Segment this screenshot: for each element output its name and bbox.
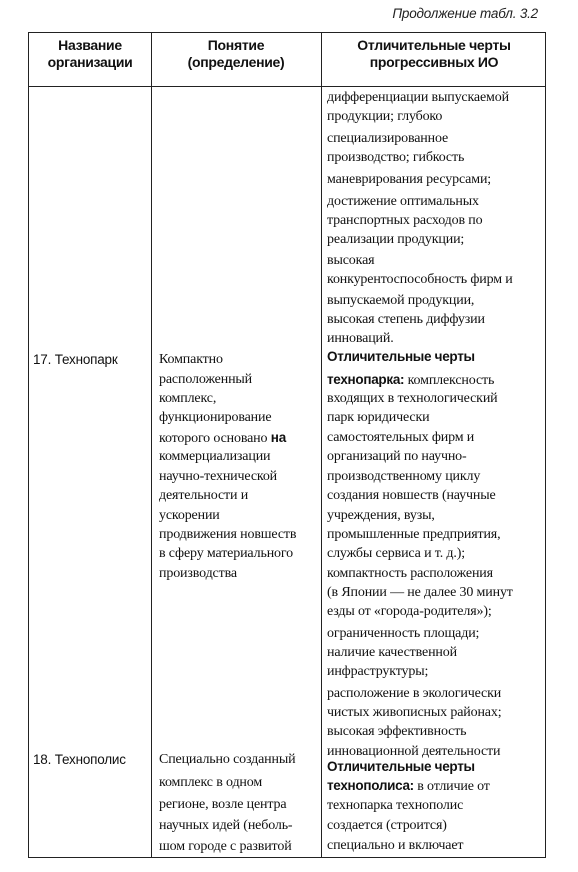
text-line: высокая эффективность <box>327 724 467 739</box>
text-line: маневрирования ресурсами; <box>327 172 492 187</box>
text-line: продукции; глубоко <box>327 109 443 124</box>
definition-line: ускорении <box>159 508 220 523</box>
text-line: инноваций. <box>327 331 394 346</box>
text-line: езды от «города-родителя»); <box>327 604 492 619</box>
header-features: Отличительные черты прогрессивных ИО <box>357 37 511 70</box>
text-line: создается (строится) <box>327 818 447 833</box>
text-line: наличие качественной <box>327 645 457 660</box>
text-line: организаций по научно- <box>327 449 467 464</box>
text-line: конкурентоспособность фирм и <box>327 272 513 287</box>
text-line: высокая <box>327 253 375 268</box>
definition-line: научно-технической <box>159 469 278 484</box>
text-line: инновационной деятельности <box>327 744 501 759</box>
definition-line: функционирование <box>159 410 272 425</box>
text-line: компактность расположения <box>327 566 493 581</box>
text-line: специализированное <box>327 131 449 146</box>
text-line: выпускаемой продукции, <box>327 293 475 308</box>
comparison-table <box>28 32 546 858</box>
definition-line: Компактно <box>159 352 223 367</box>
bold-word: на <box>270 430 287 445</box>
definition-line: научных идей (неболь- <box>159 818 293 833</box>
text-line: производственному циклу <box>327 469 481 484</box>
text-line: реализации продукции; <box>327 232 465 247</box>
text-line: службы сервиса и т. д.); <box>327 546 465 561</box>
text-line: дифференциации выпускаемой <box>327 90 509 105</box>
text-line: высокая степень диффузии <box>327 312 485 327</box>
definition-line: Специально созданный <box>159 752 296 767</box>
text-line: технопарка: комплексность <box>327 372 495 388</box>
features-title: Отличительные черты <box>327 759 475 774</box>
header-divider <box>29 86 545 87</box>
features-title-term: технопарка: <box>327 372 405 387</box>
header-concept: Понятие (определение) <box>187 37 285 70</box>
definition-line: которого основано на <box>159 430 287 446</box>
text-line: транспортных расходов по <box>327 213 483 228</box>
text-line: производство; гибкость <box>327 150 465 165</box>
text-line: учреждения, вузы, <box>327 508 435 523</box>
header-organization-name: Название организации <box>47 37 133 70</box>
text-line: создания новшеств (научные <box>327 488 496 503</box>
definition-line: производства <box>159 566 237 581</box>
text-line: самостоятельных фирм и <box>327 430 475 445</box>
text-line: ограниченность площади; <box>327 626 480 641</box>
text-line: промышленные предприятия, <box>327 527 501 542</box>
definition-line: расположенный <box>159 372 253 387</box>
row-18-name: 18. Технополис <box>33 752 126 767</box>
text-line: входящих в технологический <box>327 391 498 406</box>
text-line: чистых живописных районах; <box>327 705 502 720</box>
text-line: технопарка технополис <box>327 798 464 813</box>
definition-line: шом городе с развитой <box>159 839 292 854</box>
column-divider <box>151 33 152 857</box>
definition-line: регионе, возле центра <box>159 797 287 812</box>
text-line: парк юридически <box>327 410 430 425</box>
definition-line: в сферу материального <box>159 546 293 561</box>
features-title: Отличительные черты <box>327 349 475 364</box>
text-line: специально и включает <box>327 838 464 853</box>
definition-line: деятельности и <box>159 488 249 503</box>
table-caption: Продолжение табл. 3.2 <box>392 6 538 21</box>
text-line: технополиса: в отличие от <box>327 778 490 794</box>
definition-line: комплекс в одном <box>159 775 263 790</box>
column-divider <box>321 33 322 857</box>
definition-line: продвижения новшеств <box>159 527 297 542</box>
text-line: (в Японии — не далее 30 минут <box>327 585 513 600</box>
definition-line: комплекс, <box>159 391 217 406</box>
definition-line: коммерциализации <box>159 449 271 464</box>
text-line: достижение оптимальных <box>327 194 479 209</box>
row-17-name: 17. Технопарк <box>33 352 118 367</box>
text-line: расположение в экологически <box>327 686 502 701</box>
text-line: инфраструктуры; <box>327 664 429 679</box>
features-title-term: технополиса: <box>327 778 414 793</box>
